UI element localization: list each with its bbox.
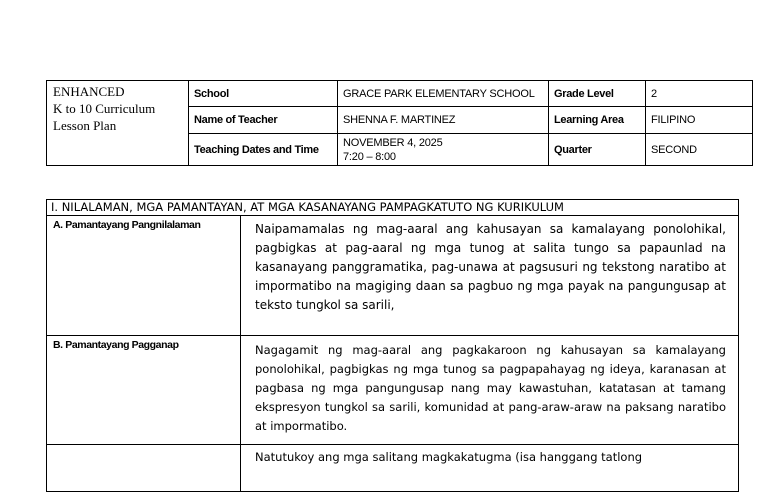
row-label-performance-standard: B. Pamantayang Pagganap — [47, 336, 241, 445]
teacher-value: SHENNA F. MARTINEZ — [338, 107, 549, 134]
title-line-1: ENHANCED — [53, 84, 125, 99]
quarter-label: Quarter — [549, 134, 646, 166]
row-label-content-standard: A. Pamantayang Pangnilalaman — [47, 216, 241, 336]
teacher-label: Name of Teacher — [189, 107, 338, 134]
grade-level-value: 2 — [646, 81, 753, 107]
learning-area-label: Learning Area — [549, 107, 646, 134]
table-row — [47, 445, 739, 492]
teaching-date: NOVEMBER 4, 2025 — [343, 136, 443, 149]
school-label: School — [189, 81, 338, 107]
teaching-dates-value — [338, 134, 549, 166]
lesson-plan-title — [47, 81, 189, 166]
competencies-text: Natutukoy ang mga salitang magkakatugma (isa hanggang tatlong — [241, 445, 739, 492]
teaching-dates-label: Teaching Dates and Time — [189, 134, 338, 166]
teaching-time: 7:20 – 8:00 — [343, 150, 396, 163]
curriculum-standards-table — [46, 199, 739, 492]
section-heading: I. NILALAMAN, MGA PAMANTAYAN, AT MGA KASANAYANG PAMPAGKATUTO NG KURIKULUM — [47, 200, 739, 216]
quarter-value: SECOND — [646, 134, 753, 166]
learning-area-value: FILIPINO — [646, 107, 753, 134]
table-row — [47, 216, 739, 336]
lesson-plan-header-table — [46, 80, 753, 166]
content-standard-text: Naipamamalas ng mag-aaral ang kahusayan sa kamalayang ponolohikal, pagbigkas at pag-aaral ng mga tunog at salita tungo sa papaunlad na kasanayang panggramatika, pag-unawa at pagsusuri ng tekstong naratibo at impormatibo na magiging daan sa pagbuo ng mga payak na pangungusap at teksto tungkol sa sarili, — [241, 216, 739, 336]
row-label-competencies — [47, 445, 241, 492]
title-line-3: Lesson Plan — [53, 118, 117, 133]
performance-standard-text: Nagagamit ng mag-aaral ang pagkakaroon ng kahusayan sa kamalayang ponolohikal, pagbigkas ng mga tunog sa pagpapahayag ng ideya, karanasan at pagbasa ng mga pangungusap nang may kawastuhan, katatasan at tamang ekspresyon tungkol sa sarili, komunidad at pang-araw-araw na paksang naratibo at impormatibo. — [241, 336, 739, 445]
title-line-2: K to 10 Curriculum — [53, 101, 156, 116]
grade-level-label: Grade Level — [549, 81, 646, 107]
school-value: GRACE PARK ELEMENTARY SCHOOL — [338, 81, 549, 107]
table-row — [47, 336, 739, 445]
